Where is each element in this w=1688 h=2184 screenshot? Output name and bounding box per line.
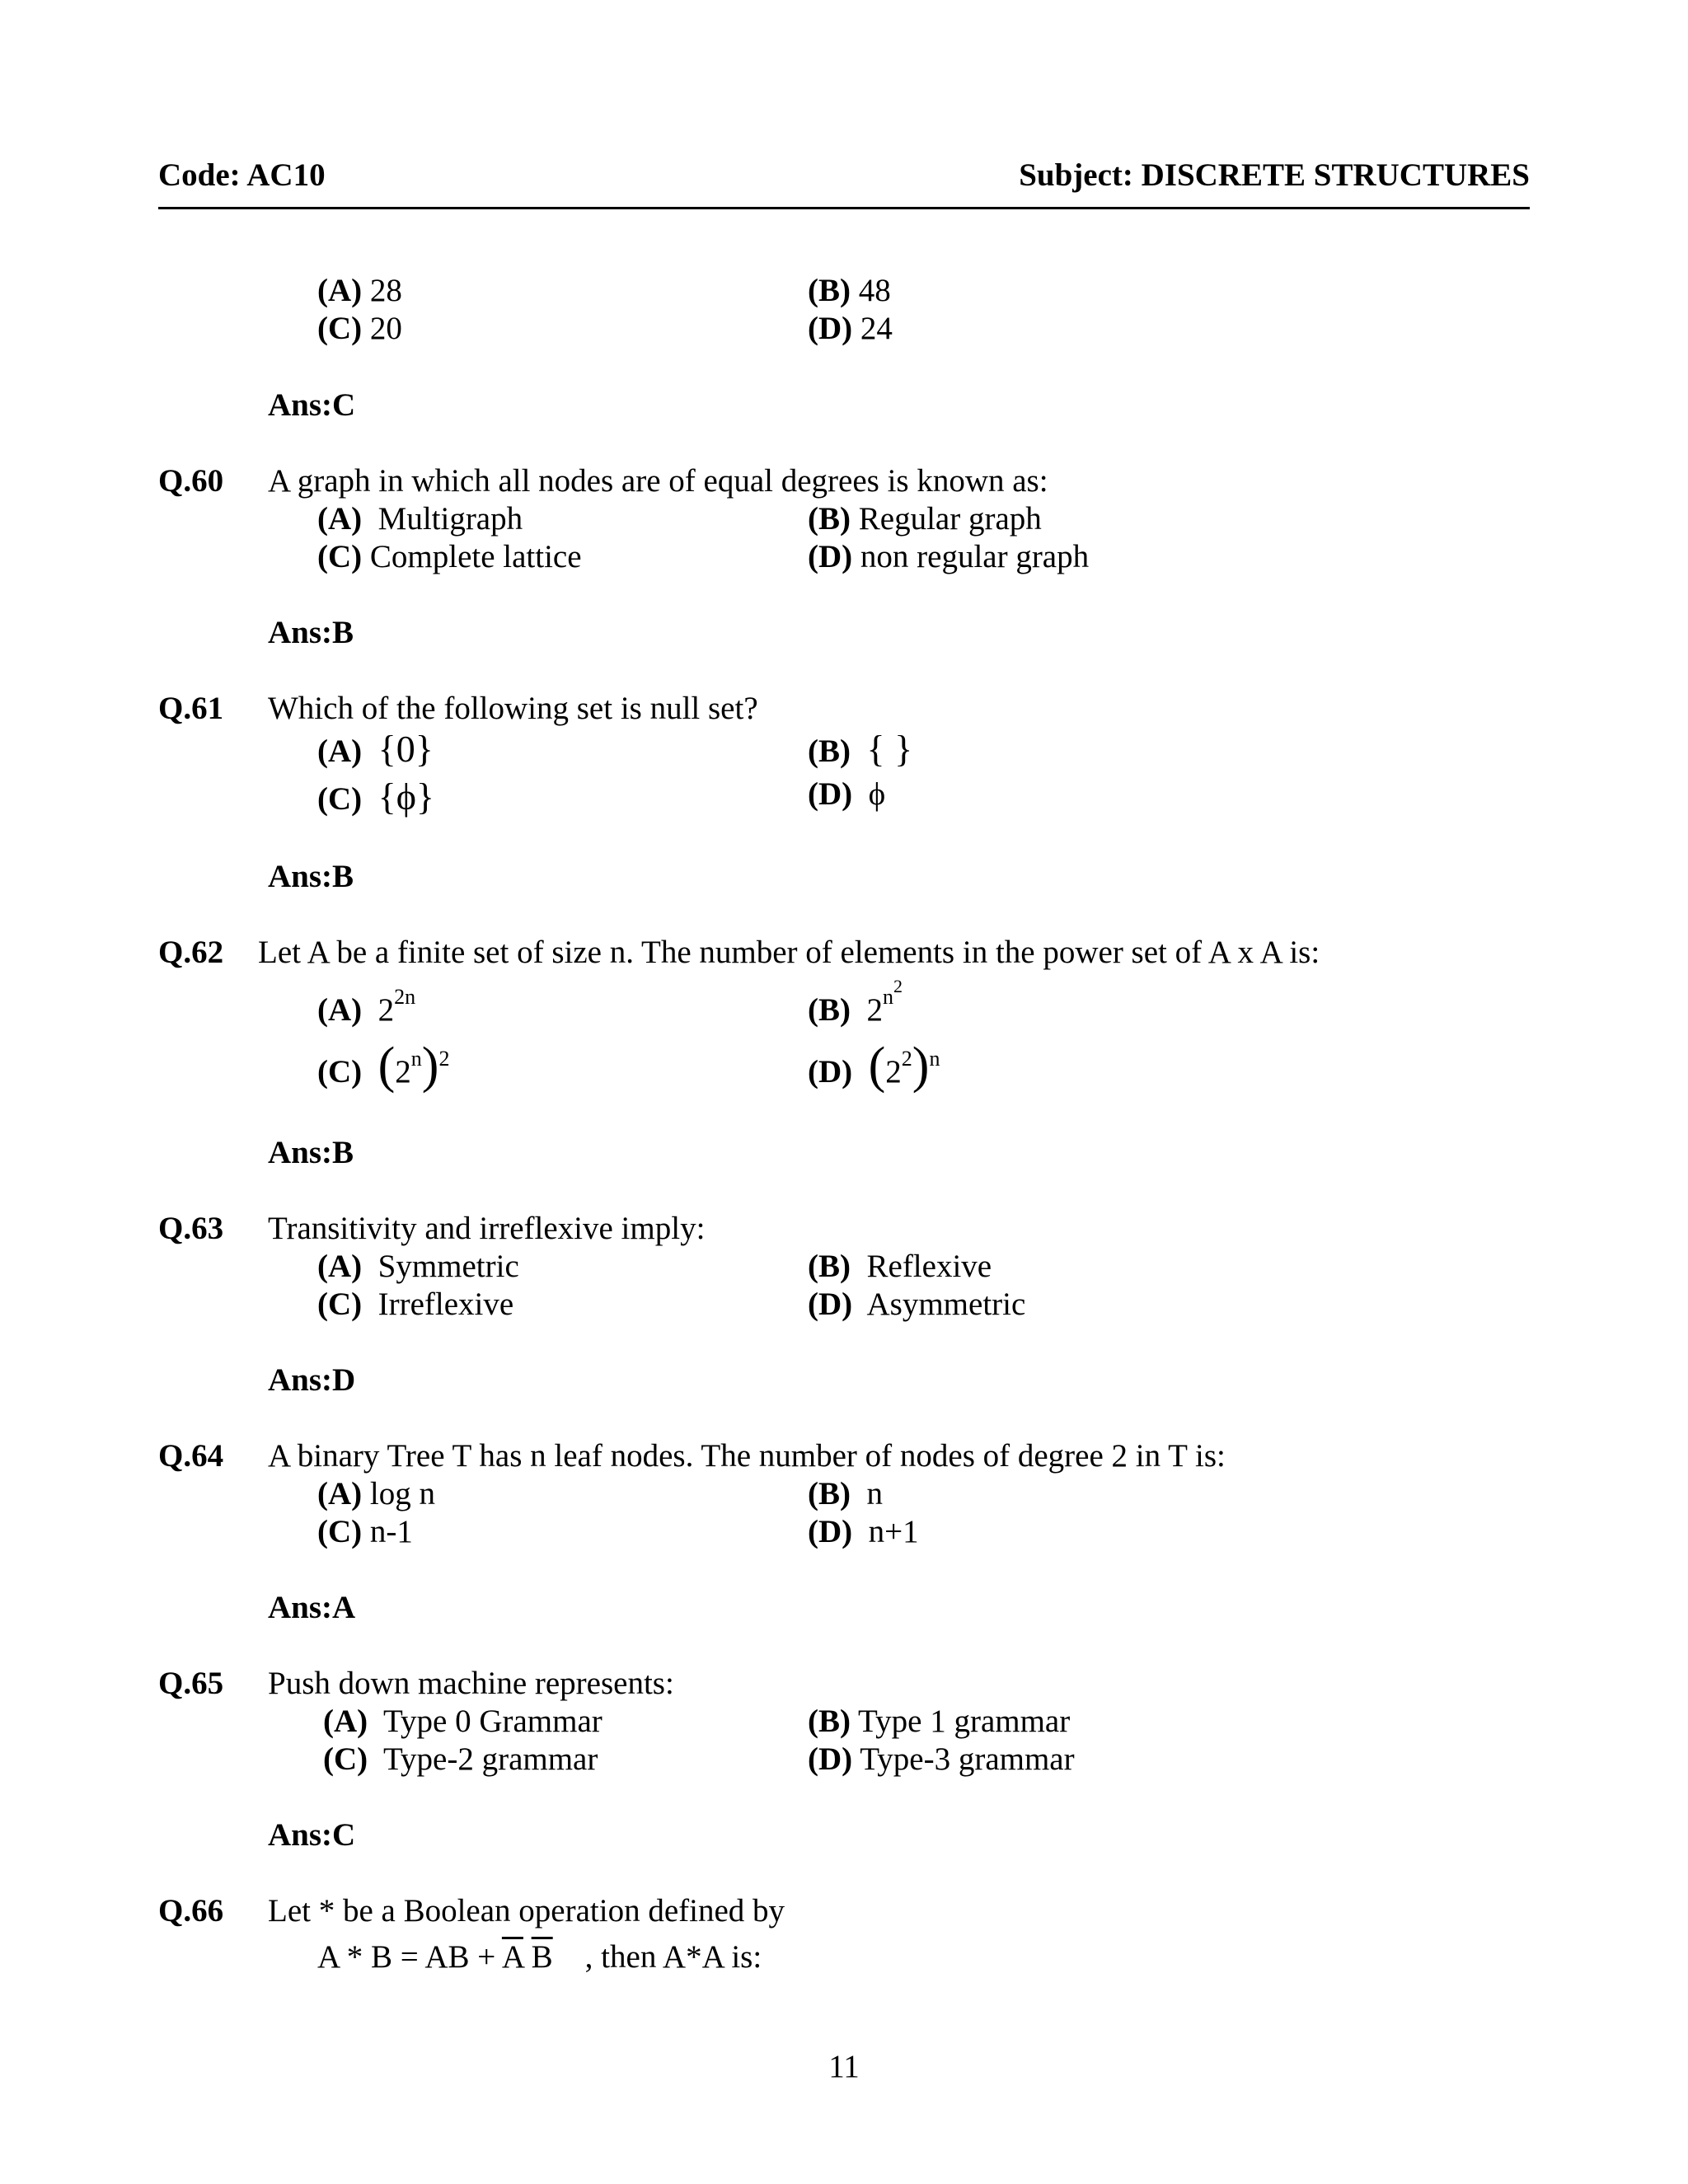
question-number: Q.65 (158, 1666, 224, 1701)
answer: Ans:B (268, 615, 354, 650)
option-a: (A) log n (317, 1476, 435, 1511)
option-a: (A) Symmetric (317, 1249, 519, 1284)
option-d: (D) ϕ (808, 776, 886, 812)
answer: Ans:A (268, 1590, 356, 1625)
option-b: (B) Reflexive (808, 1249, 992, 1284)
option-b: (B) n (808, 1476, 883, 1511)
answer: Ans:C (268, 1817, 356, 1853)
answer: Ans:B (268, 1135, 354, 1170)
option-c: (C) n-1 (317, 1514, 413, 1549)
option-d: (D) Asymmetric (808, 1286, 1026, 1322)
option-c: (C) {ϕ} (317, 776, 435, 818)
subject-label: Subject: DISCRETE STRUCTURES (1019, 157, 1530, 193)
answer: Ans:B (268, 859, 354, 894)
question-number: Q.63 (158, 1211, 224, 1246)
question-number: Q.66 (158, 1893, 224, 1929)
answer: Ans:D (268, 1362, 356, 1398)
page-header (158, 157, 1530, 198)
option-b: (B) 48 (808, 273, 891, 308)
option-b: (B) { } (808, 728, 913, 770)
question-number: Q.62 (158, 935, 224, 970)
question-text: Let * be a Boolean operation defined by (268, 1893, 785, 1929)
option-a: (A) Multigraph (317, 501, 523, 537)
option-c: (C) Complete lattice (317, 539, 582, 574)
question-text: Let A be a finite set of size n. The number of elements in the power set of A x A is: (258, 935, 1320, 970)
question-number: Q.61 (158, 691, 224, 726)
question-text: Which of the following set is null set? (268, 691, 758, 726)
option-c: (C) Irreflexive (317, 1286, 514, 1322)
page-number: 11 (828, 2049, 860, 2084)
option-a: (A) 28 (317, 273, 402, 308)
boolean-expression: A * B = AB + $\overline{A}$ $\overline{B}$ , then A*A is: (317, 1939, 762, 1975)
option-b: (B) Type 1 grammar (808, 1704, 1071, 1739)
option-d: (D) n+1 (808, 1514, 919, 1549)
option-d: (D) 24 (808, 311, 893, 346)
question-text: A binary Tree T has n leaf nodes. The number of nodes of degree 2 in T is: (268, 1438, 1226, 1474)
question-text: Push down machine represents: (268, 1666, 674, 1701)
option-c: (C) $(2^n)^2$ (317, 1038, 450, 1094)
option-d: (D) $(2^2)^n$ (808, 1038, 940, 1094)
option-d: (D) non regular graph (808, 539, 1090, 574)
answer: Ans:C (268, 387, 356, 423)
option-c: (C) 20 (317, 311, 402, 346)
option-b: (B) $2^{n2}$ (808, 976, 903, 1028)
option-a: (A) Type 0 Grammar (323, 1704, 603, 1739)
code-label: Code: AC10 (158, 157, 326, 193)
question-text: Transitivity and irreflexive imply: (268, 1211, 706, 1246)
option-a: (A) $2^{2n}$ (317, 985, 416, 1028)
option-c: (C) Type-2 grammar (323, 1741, 598, 1777)
option-b: (B) Regular graph (808, 501, 1042, 537)
question-number: Q.64 (158, 1438, 224, 1474)
question-number: Q.60 (158, 463, 224, 499)
option-a: (A) {0} (317, 728, 434, 770)
header-rule (158, 207, 1530, 209)
question-text: A graph in which all nodes are of equal degrees is known as: (268, 463, 1048, 499)
option-d: (D) Type-3 grammar (808, 1741, 1075, 1777)
